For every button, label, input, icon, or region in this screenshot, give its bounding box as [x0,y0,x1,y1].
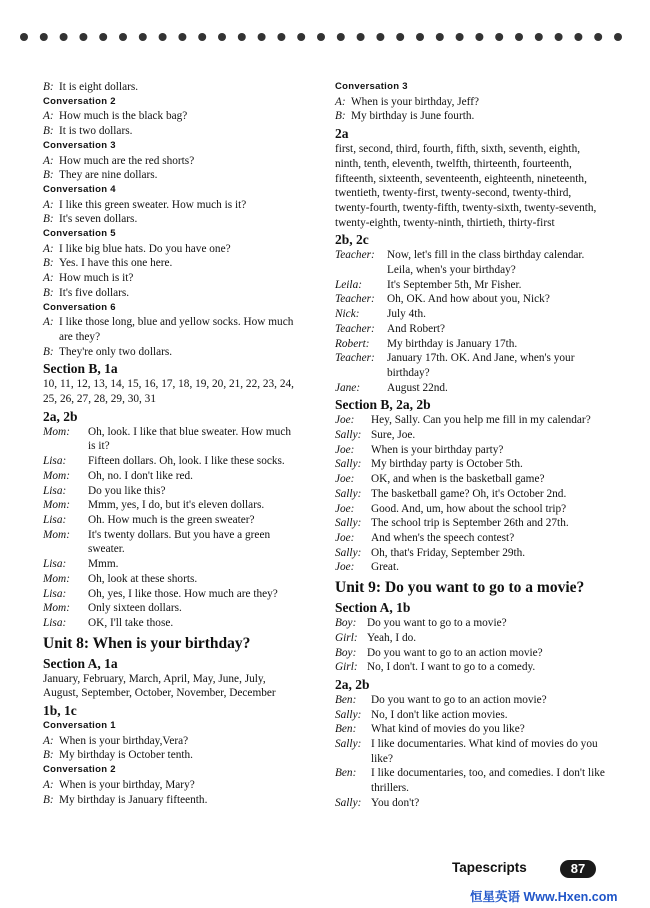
section-heading: Section A, 1a [43,655,118,671]
dialogue-text: It's September 5th, Mr Fisher. [387,278,522,291]
dialogue-text: OK, I'll take those. [88,616,174,629]
speaker-label: Teacher: [335,322,375,335]
speaker-label: Ben: [335,693,357,706]
speaker-label: A: [335,95,346,108]
dialogue-line [43,454,300,469]
section-heading: 2a [335,126,349,142]
dialogue-line [335,560,605,575]
dot-icon [178,33,186,41]
speaker-label: Lisa: [43,455,67,468]
dialogue-text: Do you want to go to a movie? [367,617,507,630]
conversation-heading: Conversation 4 [43,183,116,195]
dialogue-line [43,286,300,301]
dialogue-line [335,337,605,352]
dot-icon [574,33,582,41]
section-heading: 2b, 2c [335,232,369,248]
dot-icon [317,33,325,41]
dialogue-text: Oh, yes, I like those. How much are they? [88,587,278,600]
speaker-label: Boy: [335,617,357,630]
dialogue-text: Oh, OK. And how about you, Nick? [387,293,550,306]
speaker-label: Girl: [335,631,358,644]
dot-icon [60,33,68,41]
dialogue-text: My birthday is January 17th. [387,337,518,350]
dialogue-text: Great. [371,561,399,574]
dialogue-text: It is eight dollars. [59,81,139,93]
dialogue-text: My birthday is June fourth. [351,110,475,123]
unit-title: Unit 8: When is your birthday? [43,634,251,652]
dialogue-text: And Robert? [387,322,446,335]
dialogue-text: January 17th. OK. And Jane, when's your birthday? [387,352,575,379]
dialogue-text: Mmm, yes, I do, but it's eleven dollars. [88,499,265,512]
speaker-label: Joe: [335,443,355,456]
dialogue-line [43,256,300,271]
speaker-label: Sally: [335,796,362,809]
dialogue-line [43,484,300,499]
dialogue-text: No, I don't like action movies. [371,708,508,721]
section-heading: 1b, 1c [43,703,77,719]
speaker-label: B: [43,125,54,138]
dot-icon [337,33,345,41]
dialogue-line [335,381,605,396]
dot-icon [79,33,87,41]
dot-icon [614,33,622,41]
dialogue-text: Yeah, I do. [367,631,417,644]
conversation-heading: Conversation 2 [43,764,116,776]
speaker-label: Mom: [43,425,70,438]
speaker-label: Mom: [43,572,70,585]
dialogue-line [43,616,300,631]
dialogue-line [43,242,300,257]
dialogue-line [335,502,605,517]
dialogue-line [335,457,605,472]
dialogue-line [335,796,605,811]
dialogue-text: How much is the black bag? [59,110,188,123]
binder-dots [0,31,650,43]
dialogue-text: When is your birthday, Jeff? [351,95,479,108]
dialogue-text: When is your birthday, Mary? [59,778,195,791]
dialogue-line [43,109,300,124]
section-heading: 2a, 2b [335,676,370,692]
speaker-label: Teacher: [335,293,375,306]
dialogue-text: The basketball game? Oh, it's October 2nd. [371,487,567,500]
dialogue-line [335,487,605,502]
dialogue-line [335,693,605,708]
speaker-label: Teacher: [335,352,375,365]
dot-icon [535,33,543,41]
dot-icon [258,33,266,41]
dialogue-line [43,528,300,557]
dialogue-line [335,307,605,322]
speaker-label: Sally: [335,429,362,442]
dot-icon [436,33,444,41]
dialogue-text: Oh, look. I like that blue sweater. How much is it? [88,425,291,453]
conversation-heading: Conversation 6 [43,301,116,313]
speaker-label: Lisa: [43,616,67,629]
dot-icon [456,33,464,41]
speaker-label: Girl: [335,661,358,674]
conversation-heading: Conversation 1 [43,720,116,732]
dialogue-line [335,631,605,646]
dialogue-text: OK, and when is the basketball game? [371,473,545,486]
dialogue-text: Only sixteen dollars. [88,602,182,615]
dialogue-text: Good. And, um, how about the school trip? [371,502,567,515]
speaker-label: B: [43,345,54,358]
dialogue-line [335,322,605,337]
speaker-label: Mom: [43,602,70,615]
speaker-label: Lisa: [43,484,67,497]
speaker-label: Joe: [335,473,355,486]
dialogue-text: July 4th. [387,308,426,321]
dialogue-line [43,212,300,227]
dialogue-text: My birthday is October tenth. [59,749,193,762]
dialogue-text: Do you want to go to an action movie? [367,646,543,659]
dialogue-line [43,469,300,484]
unit-title: Unit 9: Do you want to go to a movie? [335,579,585,597]
dialogue-line [335,531,605,546]
dialogue-line [335,546,605,561]
speaker-label: A: [43,734,54,747]
dialogue-line [335,95,605,110]
speaker-label: A: [43,242,54,255]
speaker-label: B: [43,213,54,226]
speaker-label: Joe: [335,531,355,544]
dialogue-text: Oh, look at these shorts. [88,572,198,585]
dot-icon [475,33,483,41]
dialogue-line [335,248,605,277]
dialogue-text: How much is it? [59,272,134,285]
dialogue-line [43,513,300,528]
dot-icon [297,33,305,41]
conversation-heading: Conversation 3 [335,81,408,92]
dialogue-text: I like documentaries, too, and comedies. I don't like thrillers. [371,767,605,795]
dialogue-line [335,722,605,737]
section-heading: Section B, 1a [43,361,118,377]
speaker-label: Sally: [335,517,362,530]
dialogue-line [43,748,300,763]
speaker-label: B: [43,793,54,806]
dialogue-line [43,793,300,808]
dialogue-line [335,292,605,307]
dialogue-line [43,198,300,213]
section-heading: 2a, 2b [43,408,78,424]
dot-icon [376,33,384,41]
speaker-label: Lisa: [43,587,67,600]
dialogue-text: How much are the red shorts? [59,154,195,167]
dot-icon [20,33,28,41]
dialogue-line [43,734,300,749]
dot-icon [159,33,167,41]
dialogue-line [335,109,605,124]
speaker-label: A: [43,316,54,329]
dialogue-line [43,80,300,95]
dot-icon [238,33,246,41]
dialogue-text: Do you want to go to an action movie? [371,693,547,706]
speaker-label: B: [43,81,54,93]
dialogue-text: No, I don't. I want to go to a comedy. [367,661,536,674]
dialogue-text: Oh, that's Friday, September 29th. [371,546,526,559]
dot-icon [277,33,285,41]
dialogue-text: I like documentaries. What kind of movies do you like? [371,738,598,765]
dot-icon [198,33,206,41]
speaker-label: Mom: [43,528,70,541]
dialogue-text: Oh. How much is the green sweater? [88,513,255,526]
dialogue-line [335,708,605,723]
speaker-label: Teacher: [335,249,375,262]
speaker-label: Robert: [335,337,370,350]
dialogue-text: You don't? [371,796,420,809]
speaker-label: Sally: [335,546,362,559]
dialogue-line [43,345,300,360]
dialogue-line [43,778,300,793]
dot-icon [119,33,127,41]
dot-icon [218,33,226,41]
speaker-label: Sally: [335,458,362,471]
dialogue-line [43,557,300,572]
dialogue-line [335,646,605,661]
dot-icon [396,33,404,41]
dot-icon [139,33,147,41]
speaker-label: Ben: [335,723,357,736]
dialogue-text: It's seven dollars. [59,213,138,226]
dialogue-text: I like those long, blue and yellow socks. How much are they? [59,316,294,343]
dialogue-line [43,154,300,169]
speaker-label: Leila: [335,278,362,291]
dialogue-line [43,315,300,344]
paragraph: January, February, March, April, May, June, July, August, September, October, November, December [43,672,276,700]
dialogue-text: Do you like this? [88,484,166,497]
conversation-heading: Conversation 3 [43,139,116,151]
speaker-label: Sally: [335,708,362,721]
dot-icon [495,33,503,41]
dialogue-text: August 22nd. [387,381,448,394]
dialogue-line [43,425,300,454]
dot-icon [40,33,48,41]
dialogue-line [335,428,605,443]
dialogue-line [335,660,605,675]
dialogue-line [43,498,300,513]
dot-icon [515,33,523,41]
dialogue-line [335,413,605,428]
speaker-label: A: [43,778,54,791]
speaker-label: B: [43,169,54,182]
section-heading: Section B, 2a, 2b [335,397,431,413]
paragraph: first, second, third, fourth, fifth, sixth, seventh, eighth, ninth, tenth, eleventh, twelfth, thirteenth, fourteenth, fifteenth, sixteenth, seventeenth, eighteenth, nineteenth, twentieth, twenty-first, twenty-second, twenty-third, twenty-fourth, twenty-fifth, twenty-sixth, twenty-seventh, twenty-eighth, twenty-ninth, thirtieth, thirty-first [335,143,597,229]
speaker-label: Joe: [335,414,355,427]
speaker-label: Jane: [335,381,361,394]
speaker-label: Mom: [43,469,70,482]
footer-label: Tapescripts [452,860,527,875]
dialogue-text: What kind of movies do you like? [371,723,525,736]
speaker-label: Lisa: [43,513,67,526]
speaker-label: Lisa: [43,558,67,571]
dialogue-text: My birthday is January fifteenth. [59,793,208,806]
dialogue-text: And when's the speech contest? [371,531,515,544]
dialogue-text: Hey, Sally. Can you help me fill in my calendar? [371,414,591,427]
right-column [335,80,605,811]
dialogue-text: When is your birthday,Vera? [59,734,189,747]
speaker-label: B: [43,749,54,762]
dialogue-text: Oh, no. I don't like red. [88,469,193,482]
dialogue-line [43,271,300,286]
left-column [43,80,300,807]
dialogue-line [43,587,300,602]
dialogue-text: I like big blue hats. Do you have one? [59,242,231,255]
dialogue-text: It's five dollars. [59,286,130,299]
conversation-heading: Conversation 2 [43,95,116,107]
dialogue-line [335,443,605,458]
speaker-label: Joe: [335,561,355,574]
paragraph: 10, 11, 12, 13, 14, 15, 16, 17, 18, 19, 20, 21, 22, 23, 24, 25, 26, 27, 28, 29, 30, 31 [43,378,294,406]
speaker-label: A: [43,154,54,167]
dialogue-line [335,516,605,531]
dialogue-line [43,124,300,139]
dialogue-text: Fifteen dollars. Oh, look. I like these socks. [88,455,285,468]
speaker-label: B: [43,257,54,270]
speaker-label: Sally: [335,738,362,751]
speaker-label: Ben: [335,767,357,780]
dialogue-text: It's twenty dollars. But you have a green sweater. [88,528,271,556]
dialogue-text: Yes. I have this one here. [59,257,173,270]
dot-icon [416,33,424,41]
dialogue-text: Now, let's fill in the class birthday calendar. Leila, when's your birthday? [387,249,585,277]
dot-icon [357,33,365,41]
page-number-badge: 87 [560,860,596,878]
watermark: 恒星英语 Www.Hxen.com [470,890,618,904]
dialogue-text: I like this green sweater. How much is it? [59,198,247,211]
speaker-label: Joe: [335,502,355,515]
dialogue-line [335,351,605,380]
dialogue-text: My birthday party is October 5th. [371,458,523,471]
speaker-label: Boy: [335,646,357,659]
dialogue-line [335,278,605,293]
section-heading: Section A, 1b [335,600,411,616]
dialogue-text: Sure, Joe. [371,429,416,442]
speaker-label: Nick: [335,308,360,321]
dialogue-line [43,601,300,616]
speaker-label: A: [43,198,54,211]
dot-icon [99,33,107,41]
dialogue-line [335,616,605,631]
dialogue-text: They are nine dollars. [59,169,158,182]
speaker-label: Mom: [43,499,70,512]
dialogue-text: Mmm. [88,558,119,571]
dialogue-line [335,737,605,766]
conversation-heading: Conversation 5 [43,228,116,240]
speaker-label: A: [43,272,54,285]
dialogue-line [43,572,300,587]
speaker-label: A: [43,110,54,123]
speaker-label: Sally: [335,487,362,500]
dialogue-text: The school trip is September 26th and 27th. [371,517,569,530]
dialogue-line [43,168,300,183]
dialogue-text: They're only two dollars. [59,345,173,358]
dialogue-text: When is your birthday party? [371,443,504,456]
dot-icon [555,33,563,41]
speaker-label: B: [335,110,346,123]
dialogue-line [335,472,605,487]
dot-icon [594,33,602,41]
dialogue-text: It is two dollars. [59,125,133,138]
dialogue-line [335,766,605,795]
speaker-label: B: [43,286,54,299]
